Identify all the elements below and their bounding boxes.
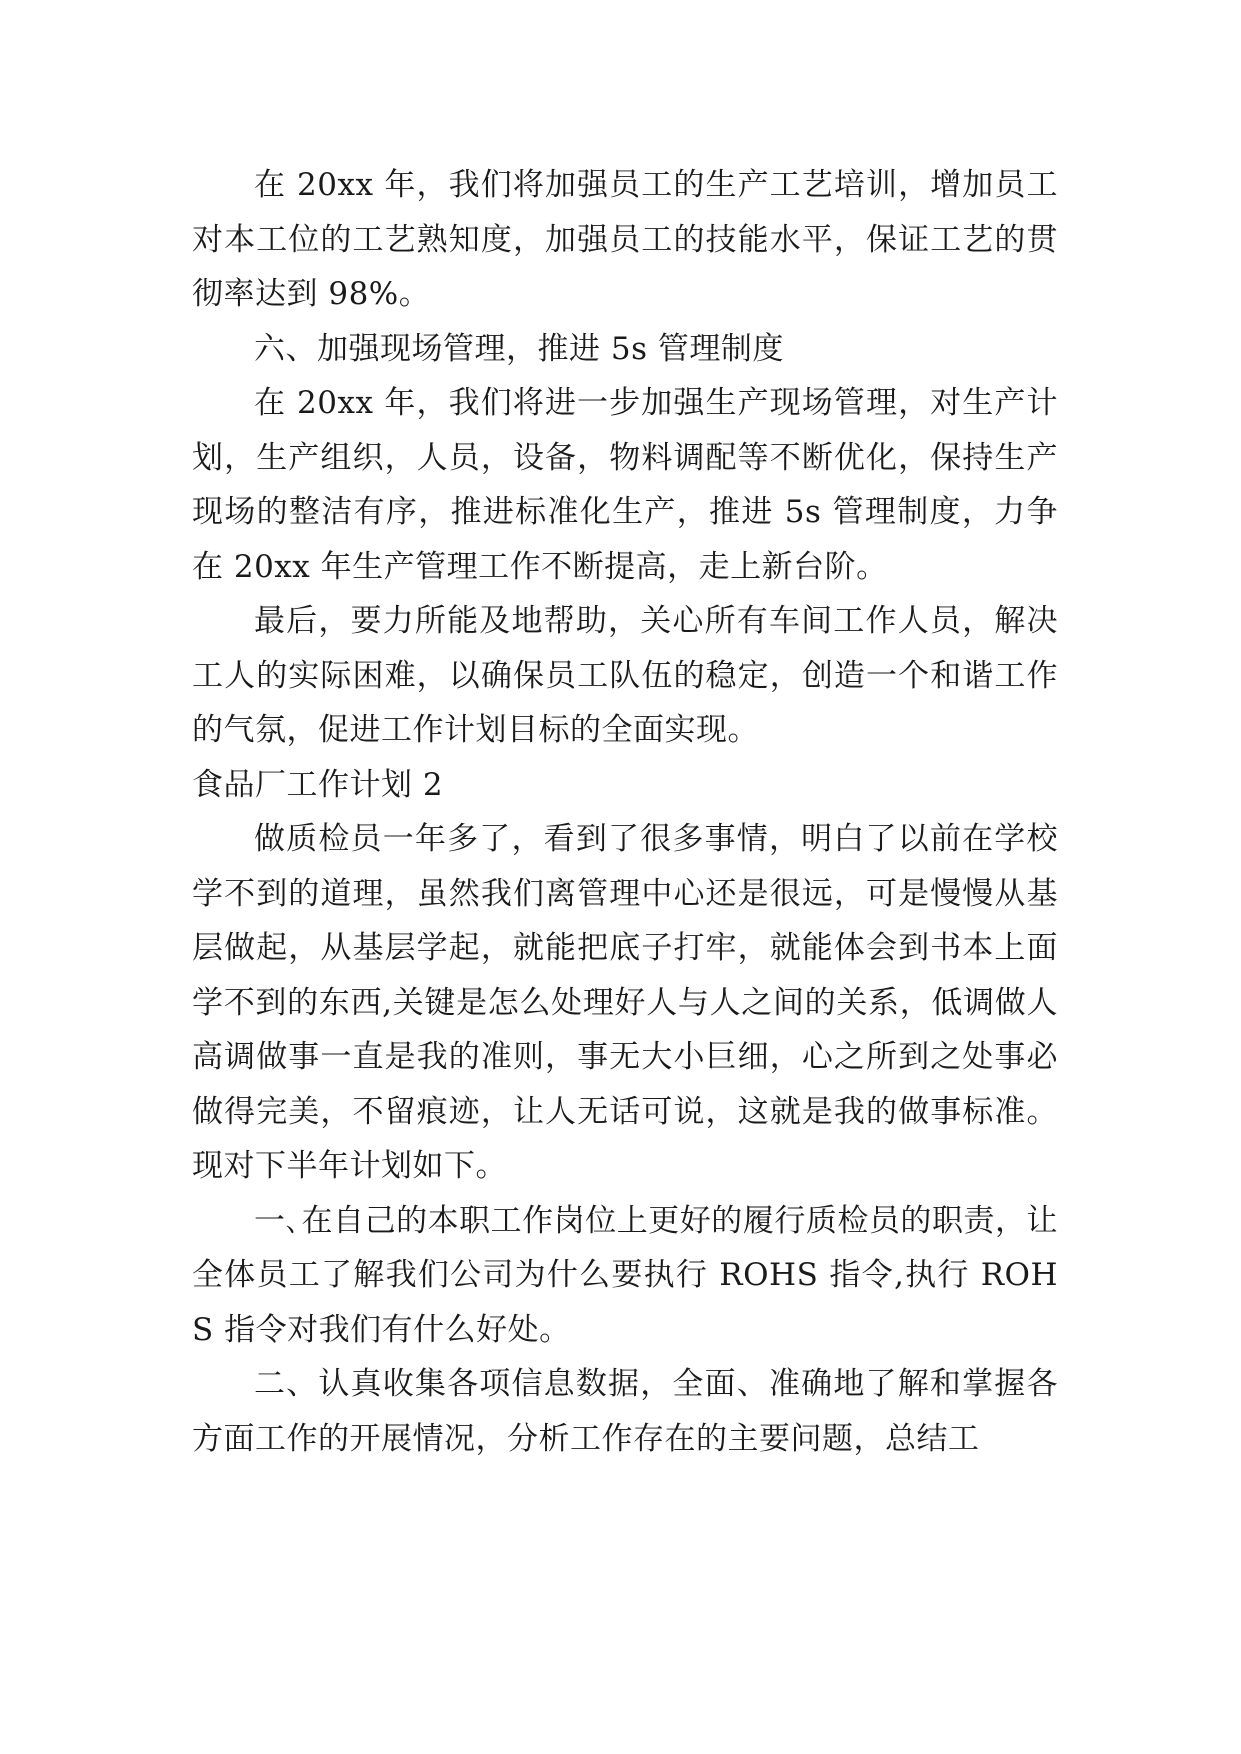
paragraph-training: 在 20xx 年，我们将加强员工的生产工艺培训，增加员工对本工位的工艺熟知度，加强员工的技能水平，保证工艺的贯彻率达到 98%。 [192, 167, 1058, 312]
paragraph-inspector-intro: 做质检员一年多了，看到了很多事情，明白了以前在学校学不到的道理，虽然我们离管理中心还是很远，可是慢慢从基层做起，从基层学起，就能把底子打牢，就能体会到书本上面学不到的东西,关键是怎么处理好人与人之间的关系，低调做人高调做事一直是我的准则，事无大小巨细，心之所到之处事必做得完美，不留痕迹，让人无话可说，这就是我的做事标准。现对下半年计划如下。 [192, 821, 1058, 1184]
section-heading-5s: 六、加强现场管理，推进 5s 管理制度 [254, 330, 784, 367]
paragraph-item-one: 一､在自己的本职工作岗位上更好的履行质检员的职责，让全体员工了解我们公司为什么要执行 ROHS 指令,执行 ROHS 指令对我们有什么好处。 [192, 1202, 1058, 1348]
paragraph-site-management: 在 20xx 年，我们将进一步加强生产现场管理，对生产计划，生产组织，人员，设备，物料调配等不断优化，保持生产现场的整洁有序，推进标准化生产，推进 5s 管理制度，力争在 20xx 年生产管理工作不断提高，走上新台阶。 [192, 385, 1058, 585]
document-body [192, 158, 1058, 1466]
paragraph-conclusion: 最后，要力所能及地帮助，关心所有车间工作人员，解决工人的实际困难，以确保员工队伍的稳定，创造一个和谐工作的气氛，促进工作计划目标的全面实现。 [192, 603, 1058, 748]
document-title-plan-2: 食品厂工作计划 2 [192, 766, 444, 803]
paragraph-item-two: 二、认真收集各项信息数据，全面、准确地了解和掌握各方面工作的开展情况，分析工作存在的主要问题，总结工 [192, 1366, 1058, 1457]
